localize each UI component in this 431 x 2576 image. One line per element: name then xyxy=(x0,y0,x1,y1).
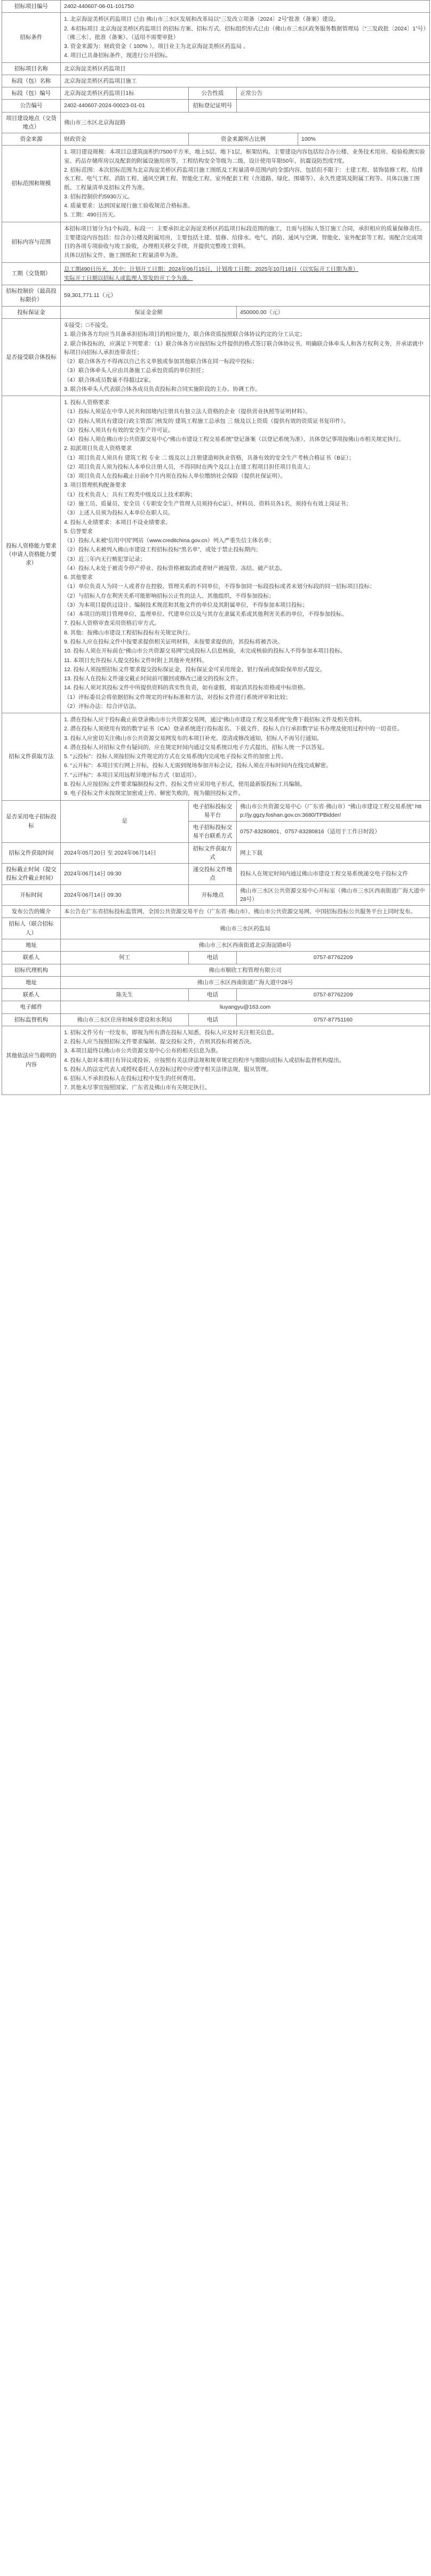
label-doc-time: 招标文件获取时间 xyxy=(2,842,61,864)
tel: 0757-87762209 xyxy=(237,952,430,964)
row-contact xyxy=(2,952,430,964)
label-reg-cert: 招标登记证明号 xyxy=(189,100,237,112)
label-open-place: 开标地点 xyxy=(189,884,237,906)
content-para: 本招标项目划分为1个标段。标段一：主要承担北京海淀美桥区药监项目标段范围的施工，且需与招标人签订施工合同，承担相应的质量保修责任。 xyxy=(64,225,426,232)
qualification-para: 14. 投标人须对其投标文件中所提供资料的真实性负责，如有虚假，将取消其投标资格或中标资格。 xyxy=(64,685,309,691)
label-section-code: 标段（包）编号 xyxy=(2,87,61,100)
row-media xyxy=(2,906,430,918)
qualification-para: （3）项目负责人在投标截止日前6个月内须在投标人单位缴纳社会保险（提供社保证明）。 xyxy=(64,473,286,480)
joint-cell xyxy=(61,318,430,396)
project-code: 2402-440607-06-01-101750 xyxy=(61,1,430,13)
label-fund-ratio: 资金来源所占比例 xyxy=(189,133,298,146)
joint-para: （4）联合体成员数量不得超过2家。 xyxy=(64,376,155,383)
label-agent: 招标代理机构 xyxy=(2,964,61,976)
qualification-para: 3. 项目管理机构配备要求 xyxy=(64,482,126,489)
joint-para: 1. 联合体各方均应当具备承担招标项目的相应能力，联合体资质按照联合体协议约定的分工认定； xyxy=(64,331,306,338)
doc-time: 2024年05月20日 至 2024年06月14日 xyxy=(61,842,189,864)
label-platform: 电子招标投标交易平台 xyxy=(189,800,237,822)
bidding-way-para: 2. 潜在投标人须使用有效的数字证书（CA）登录系统进行投标报名、下载文件，投标人自行承担数字证书办理及使用过程中的一切责任。 xyxy=(64,726,403,732)
supervise-tel: 0757-87751160 xyxy=(237,1013,430,1026)
label-project-name: 招标项目名称 xyxy=(2,62,61,75)
bidding-way-para: 3. 投标人应密切关注佛山市公共资源交易网发布的本项目补充、澄清或修改通知，招标人不再另行通知。 xyxy=(64,735,323,742)
qualification-para: （1）技术负责人：具有工程类中级及以上技术职称； xyxy=(64,491,196,498)
contact-person: 何工 xyxy=(61,952,189,964)
media: 本公告在广东省招标投标监管网、全国公共资源交易平台（广东省·佛山市）、佛山市公共资源交易网、中国招标投标公共服务平台上同时发布。 xyxy=(61,906,430,918)
label-other: 其他依法应当载明的内容 xyxy=(2,1026,61,1094)
row-fund xyxy=(2,133,430,146)
row-scope xyxy=(2,146,430,222)
row-electronic xyxy=(2,800,430,822)
notice-nature: 正常公告 xyxy=(237,87,430,100)
doc-fee: 网上下载 xyxy=(237,842,430,864)
label-bidding-way: 招标文件获取方法 xyxy=(2,713,61,800)
joint-para: 3. 联合体牵头人代表联合体各成员负责投标和合同实施阶段的主办、协调工作。 xyxy=(64,385,261,392)
other-para: 2. 投标人应当按照招标文件要求编制、提交投标文件，否则其投标将被否决。 xyxy=(64,1039,256,1045)
qualification-para: （1）投标人须是在中华人民共和国境内注册具有独立法人资格的企业（提供营业执照等证明材料）。 xyxy=(64,408,311,415)
qualification-para: （3）近三年内无行贿犯罪记录； xyxy=(64,556,146,562)
qualification-para: （1）项目负责人须具有 建筑工程 专业 二 级及以上注册建造师执业资格，具备有效的安全生产考核合格证书（B证）； xyxy=(64,454,355,461)
row-section-code xyxy=(2,87,430,100)
bidding-way-para: 5. “云投标”：投标人须按招标文件规定的方式在交易系统内完成电子投标文件的加密上传。 xyxy=(64,753,287,760)
row-notice-no xyxy=(2,100,430,112)
label-scope: 招标范围和规模 xyxy=(2,146,61,222)
bidding-way-para: 6. “云开标”：本项目实行网上开标，投标人无需到现场参加开标会议，投标人须在开标时间内在线完成解密。 xyxy=(64,762,332,769)
other-para: 5. 投标人的法定代表人或授权委托人在投标过程中应遵守相关法律法规，服从管理。 xyxy=(64,1066,272,1073)
tenderee: 佛山市三水区药监局 xyxy=(61,918,430,939)
label-agent-address: 地址 xyxy=(2,976,61,988)
qualification-para: 11. 本项目允许投标人提交投标文件时附上其他补充材料。 xyxy=(64,657,207,664)
qualification-para: 7. 投标人资格审查采用资格后审方式。 xyxy=(64,620,160,627)
qualification-para: 4. 投标人业绩要求：本项目不设业绩要求。 xyxy=(64,519,171,526)
qualification-para: （1）评标委员会将依据招标文件规定的评标标准和方法，对投标文件进行系统评审和比较； xyxy=(64,694,291,701)
label-address: 地址 xyxy=(2,939,61,951)
row-bidding-way xyxy=(2,713,430,800)
label-location: 项目建设地点（交货地点） xyxy=(2,112,61,133)
label-email: 电子邮件 xyxy=(2,1001,61,1013)
joint-para: 2. 联合体投标的，应满足下列要求：（1）联合体各方应按招标文件提供的格式签订联合体协议书，明确联合体牵头人和各方权利义务，并承诺就中标项目向招标人承担连带责任； xyxy=(64,340,424,356)
condition-para: 3. 资金来源为：财政资金（ 100% ）。项目业主为北京海淀美桥区药监局 。 xyxy=(64,43,249,50)
row-other xyxy=(2,1026,430,1094)
qualification-para: 12. 投标人须按照招标文件要求提交投标保证金，投标保证金可采用现金、银行保函或保险保单形式提交。 xyxy=(64,666,326,673)
joint-para: （3）联合体牵头人应由具备施工总承包资质的单位担任； xyxy=(64,367,207,374)
row-agent-address xyxy=(2,976,430,988)
duration-cell xyxy=(61,262,430,285)
notice-no: 2402-440607-2024-00023-01-01 xyxy=(61,100,189,112)
qualification-para: （4）投标人须在佛山市公共资源交易中心“佛山市建设工程交易系统”登记备案（以登记系统为准），具体登记事项按佛山市相关规定执行。 xyxy=(64,436,404,443)
agent-tel: 0757-87762209 xyxy=(237,989,430,1001)
label-submit: 递交投标文件地点 xyxy=(189,864,237,885)
qualification-para: （2）与招标人存在利害关系可能影响招标公正性的法人、其他组织，不得参加投标； xyxy=(64,592,275,599)
platform-contact: 0757-83280801、0757-83280816（适用于工作日时段） xyxy=(237,822,430,843)
row-email xyxy=(2,1001,430,1013)
bidding-way-cell xyxy=(61,713,430,800)
label-supervise: 招标监督机构 xyxy=(2,1013,61,1026)
row-deadline xyxy=(2,864,430,885)
label-platform-contact: 电子招标投标交易平台联系方式 xyxy=(189,822,237,843)
bidding-way-para: 8. 投标人应按招标文件要求编制投标文件，投标文件应采用电子形式，使用最新版投标工具编制。 xyxy=(64,780,306,787)
scope-para: 5. 工期：490日历天。 xyxy=(64,212,119,219)
scope-para: 4. 质量要求：达到国家现行施工验收规范合格标准。 xyxy=(64,203,194,210)
location: 佛山市三水区北京海淀路 xyxy=(61,112,430,133)
row-bond xyxy=(2,306,430,318)
label-contact-person: 联系人 xyxy=(2,952,61,964)
row-qualification xyxy=(2,396,430,713)
row-supervise xyxy=(2,1013,430,1026)
condition-cell xyxy=(61,13,430,62)
label-supervise-tel: 电话 xyxy=(189,1013,237,1026)
row-doc-time xyxy=(2,842,430,864)
content-cell xyxy=(61,222,430,262)
bond-amount-label: 保证金金额 xyxy=(61,306,237,318)
supervise: 佛山市三水区住房和城乡建设和水利局 xyxy=(61,1013,189,1026)
deadline: 2024年06月14日 09:30 xyxy=(61,864,189,885)
label-agent-tel: 电话 xyxy=(189,989,237,1001)
agent-person: 陈先生 xyxy=(61,989,189,1001)
label-condition: 招标条件 xyxy=(2,13,61,62)
qualification-para: 1. 投标人资格要求 xyxy=(64,399,110,406)
other-para: 1. 招标文件另有一经发布，即视为所有潜在投标人知悉，投标人应及时关注相关信息。 xyxy=(64,1029,278,1036)
content-para: 主要建设内容包括：综合办公楼及附属用房，主要包括土建、装修、给排水、电气、消防、通风与空调、智能化、室外配套等工程。需配合完成项目的各项专项验收与竣工验收，办理相关移交手续，并提供完整竣工资料。 xyxy=(64,234,422,250)
other-para: 3. 本项目最终以佛山市公共资源交易中心公布的相关信息为准。 xyxy=(64,1048,222,1054)
label-agent-person: 联系人 xyxy=(2,989,61,1001)
joint-para: （2）联合体各方不得再以自己名义单独或参加其他联合体在同一标段中投标； xyxy=(64,358,258,365)
qualification-para: （2）施工员、质量员、安全员（专职安全生产管理人员须持有C证）、材料员、资料员各1名，须持有有效上岗证书； xyxy=(64,501,352,508)
label-notice-nature: 公告性质 xyxy=(189,87,237,100)
qualification-para: （2）项目负责人须为投标人本单位注册人员，不得同时在两个及以上在建工程项目担任项目负责人； xyxy=(64,463,314,470)
label-deadline: 投标截止时间（提交投标文件截止时间） xyxy=(2,864,61,885)
submit: 投标人在规定时间内通过佛山市建设工程交易系统递交电子投标文件 xyxy=(237,864,430,885)
scope-para: 1. 项目建设规模：本项目总建筑面积约7500平方米，地上5层、地下1层，框架结构。主要建设内容包括综合办公楼、业务技术用房、检验检测实验室、药品存储库房以及配套的附属设施用房等，工程结构安全等级为二级，设计使用年限50年，抗震设防烈度7度。 xyxy=(64,149,425,164)
qualification-para: （2）评标办法：综合评估法。 xyxy=(64,703,140,710)
fund: 财政资金 xyxy=(61,133,189,146)
qualification-para: （3）投标人须具有有效的安全生产许可证。 xyxy=(64,426,174,433)
label-control-price: 招标控制价（最高投标限价） xyxy=(2,285,61,307)
qualification-para: （3）为本项目提供过设计、编制技术规范和其他文件的单位及其附属单位，不得参加本项目投标； xyxy=(64,601,308,608)
row-joint xyxy=(2,318,430,396)
row-address xyxy=(2,939,430,951)
row-condition xyxy=(2,13,430,62)
label-project-code: 招标项目编号 xyxy=(2,1,61,13)
label-joint: 是否接受联合体投标 xyxy=(2,318,61,396)
content-para: 具体以招标文件、施工图纸和工程量清单为准。 xyxy=(64,252,182,259)
row-agent-contact xyxy=(2,989,430,1001)
qualification-para: 6. 其他要求 xyxy=(64,574,93,581)
qualification-para: （4）投标人未处于被责令停产停业、投标资格被取消或者财产被接管、冻结、破产状态。 xyxy=(64,565,286,571)
label-tel: 电话 xyxy=(189,952,237,964)
qualification-para: 5. 信誉要求 xyxy=(64,528,93,535)
reg-cert xyxy=(237,100,430,112)
section-name: 北京海淀美桥区药监项目施工 xyxy=(61,75,430,87)
bidding-way-para: 4. 潜在投标人对招标文件有疑问的，应在规定时间内通过交易系统以电子方式提出，招标人统一予以答复。 xyxy=(64,744,328,751)
qualification-para: （2）投标人须具有建设行政主管部门核发的 建筑工程施工总承包 三 级及以上资质（提供有效的资质证书复印件）。 xyxy=(64,417,349,424)
project-name: 北京海淀美桥区药监项目 xyxy=(61,62,430,75)
label-section-name: 标段（包）名称 xyxy=(2,75,61,87)
agent-address: 佛山市三水区西南街道广海大道中28号 xyxy=(61,976,430,988)
duration-text: 总工期490日历天，其中：计划开工日期：2024年06月15日，计划竣工日期：2025年10月18日（以实际开工日期为准） xyxy=(64,265,358,272)
qualification-para: （1）单位负责人为同一人或者存在控股、管理关系的不同单位，不得参加同一标段投标或者未划分标段的同一招标项目投标； xyxy=(64,583,376,590)
row-project-name xyxy=(2,62,430,75)
email[interactable]: liuyangyu@163.com xyxy=(61,1001,430,1013)
row-agent xyxy=(2,964,430,976)
fund-ratio: 100% xyxy=(298,133,430,146)
qualification-para: 13. 投标人在投标文件递交截止时间前可撤回或修改已递交的投标文件。 xyxy=(64,675,242,682)
label-duration: 工期（交货期） xyxy=(2,262,61,285)
label-electronic: 是否采用电子招标投标 xyxy=(2,800,61,842)
qualification-cell xyxy=(61,396,430,713)
row-duration xyxy=(2,262,430,285)
platform: 佛山市公共资源交易中心（广东省·佛山市）“佛山市建设工程交易系统” http://jy.ggzy.foshan.gov.cn:3680/TPBidder/ xyxy=(237,800,430,822)
open-place: 佛山市三水区公共资源交易中心开标室（佛山市三水区西南街道广海大道中28号） xyxy=(237,884,430,906)
label-fund: 资金来源 xyxy=(2,133,61,146)
address: 佛山市三水区西南街道北京海淀路8号 xyxy=(61,939,430,951)
qualification-para: 10. 投标人须在开标前在“佛山市公共资源交易网”完成投标人信息核验，未完成核验的投标人不得参加本项目投标。 xyxy=(64,648,346,655)
label-doc-fee: 招标文件获取方式 xyxy=(189,842,237,864)
other-para: 7. 其他未尽事宜按照国家、广东省及佛山市有关规定执行。 xyxy=(64,1084,211,1091)
qualification-para: （2）投标人未被列入佛山市建设工程招标投标“黑名单”，或处于禁止投标期内； xyxy=(64,546,261,553)
section-code: 北京海淀美桥区药监项目1标 xyxy=(61,87,189,100)
control-price: 59,301,771.11（元） xyxy=(61,285,430,307)
open-time: 2024年06月14日 09:30 xyxy=(61,884,189,906)
qualification-para: （4）本项目的项目管理单位、监理单位、代建单位以及与其存在隶属关系或其他利害关系的单位，不得参加投标。 xyxy=(64,611,347,618)
agent: 佛山市顺欣工程管理有限公司 xyxy=(61,964,430,976)
row-content xyxy=(2,222,430,262)
label-media: 发布公告的媒介 xyxy=(2,906,61,918)
other-para: 4. 投标人如对本项目有异议或投诉，应按照有关法律法规和规章规定的程序与期限向招标人或招标监督机构提出。 xyxy=(64,1057,345,1064)
row-tenderee xyxy=(2,918,430,939)
qualification-para: 8. 其他：按佛山市建设工程招标投标有关规定执行。 xyxy=(64,629,194,636)
tender-notice-table xyxy=(2,0,430,1095)
qualification-para: 2. 拟派项目负责人资格要求 xyxy=(64,445,132,452)
bidding-way-para: 9. 电子投标文件未按规定加密或上传、解密失败的，视为撤回投标文件。 xyxy=(64,790,244,797)
label-open-time: 开标时间 xyxy=(2,884,61,906)
scope-para: 2. 招标范围：本次招标范围为北京海淀美桥区药监项目施工图纸及工程量清单范围内的全部内容，包括但不限于：土建工程、装饰装修工程、给排水工程、电气工程、消防工程、通风空调工程、智能化工程、室外配套工程（含道路、绿化、围墙等）、永久性建筑及附属工程等。具体以施工图纸、工程量清单及招标文件为准。 xyxy=(64,166,424,191)
condition-para: 1. 北京海淀美桥区药监项目 已由 佛山市三水区发展和改革局以“三发改立项备〔2024〕2号”批准（备案）建设。 xyxy=(64,16,339,23)
label-content: 招标内容与范围 xyxy=(2,222,61,262)
qualification-para: （1）投标人未被“信用中国”网站（www.creditchina.gov.cn）列入严重失信主体名单； xyxy=(64,537,275,544)
condition-para: 2. 本招标项目 北京海淀美桥区药监项目 的招标方案、招标方式、招标组织形式已由（佛山市三水区政务服务数据管理局〔“三发政批〔2024〕1”号）〔佛三水〕，批准（备案）。（适用不需要审批） xyxy=(64,25,426,41)
electronic: 是 xyxy=(61,800,189,842)
condition-para: 4. 项目已具备招标条件，现进行公开招标。 xyxy=(64,52,171,59)
other-cell xyxy=(61,1026,430,1094)
bond-amount: 450000.00（元） xyxy=(237,306,430,318)
row-section-name xyxy=(2,75,430,87)
bidding-way-para: 7. “云评标”：本项目采用远程异地评标方式（如适用）。 xyxy=(64,771,200,778)
label-bond: 投标保证金 xyxy=(2,306,61,318)
label-notice-no: 公告编号 xyxy=(2,100,61,112)
duration-extra: 实际开工日期以招标人或监理人签发的开工令为准。 xyxy=(64,275,193,281)
row-control-price xyxy=(2,285,430,307)
scope-cell xyxy=(61,146,430,222)
label-qualification: 投标人资格能力要求（申请人资格能力要求） xyxy=(2,396,61,713)
bidding-way-para: 1. 潜在投标人应于投标截止前登录佛山市公共资源交易网，通过“佛山市建设工程交易系统”免费下载招标文件及相关资料。 xyxy=(64,717,365,723)
joint-para: ①接受；□不接受。 xyxy=(64,321,112,328)
qualification-para: 9. 投标人应在投标文件中按要求提供相关证明材料，未按要求提供的，其投标将被否决。 xyxy=(64,639,283,645)
scope-para: 3. 招标控制价约5930万元。 xyxy=(64,193,133,200)
row-location xyxy=(2,112,430,133)
other-para: 6. 招标人不承担投标人在投标过程中发生的任何费用。 xyxy=(64,1075,199,1082)
row-project-code xyxy=(2,1,430,13)
qualification-para: （3）上述人员须为投标人本单位在职人员。 xyxy=(64,510,174,517)
row-open xyxy=(2,884,430,906)
label-tenderee: 招标人（联合招标人） xyxy=(2,918,61,939)
